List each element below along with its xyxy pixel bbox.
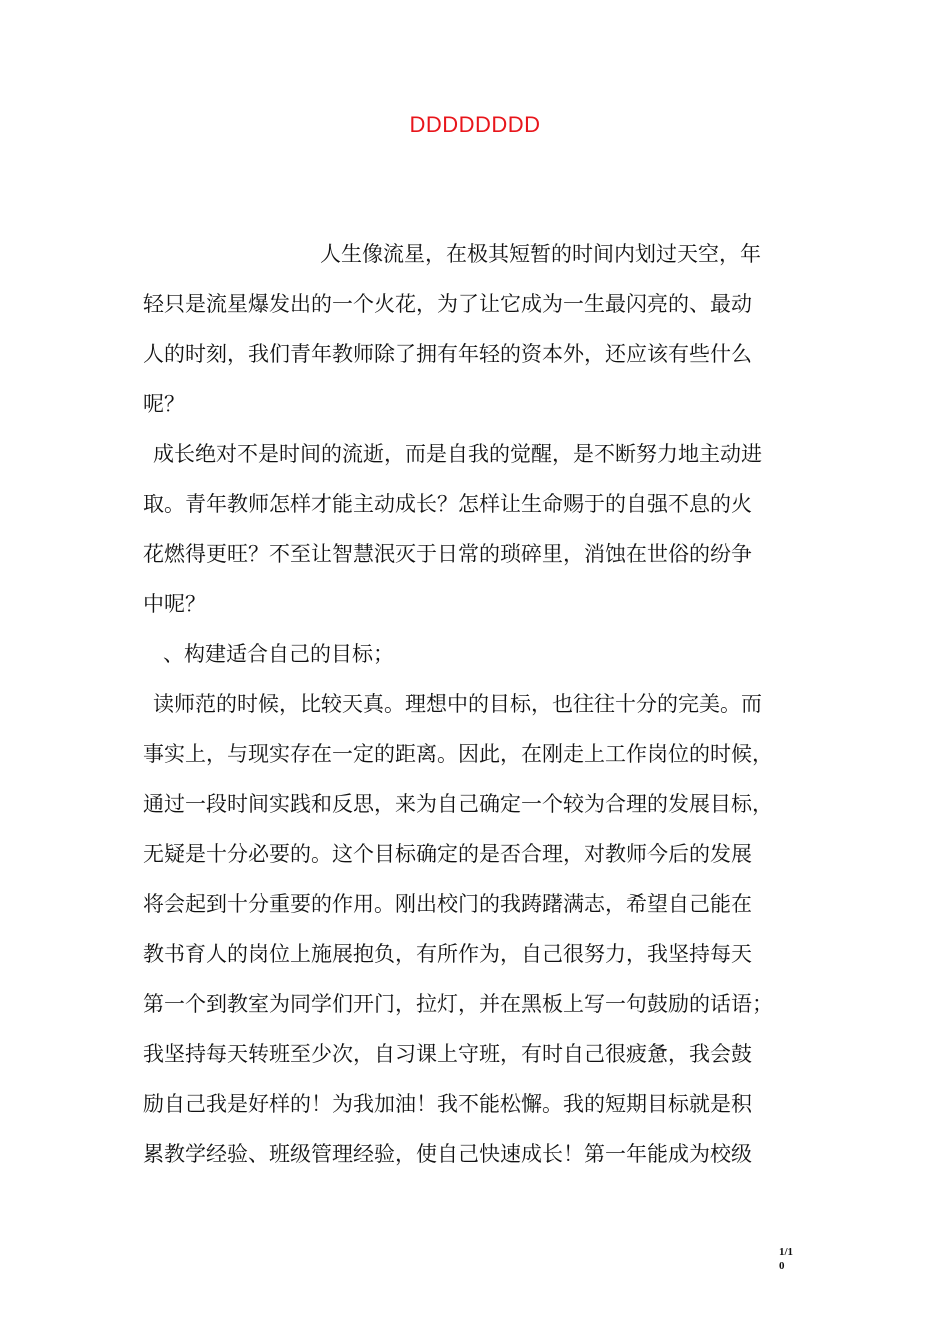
page-number <box>779 1245 809 1273</box>
paragraph-line: 事实上，与现实存在一定的距离。因此，在刚走上工作岗位的时候， <box>143 742 773 766</box>
paragraph-line: 人的时刻，我们青年教师除了拥有年轻的资本外，还应该有些什么 <box>143 342 752 366</box>
paragraph-line: 轻只是流星爆发出的一个火花，为了让它成为一生最闪亮的、最动 <box>143 292 752 316</box>
paragraph-line: 教书育人的岗位上施展抱负，有所作为，自己很努力，我坚持每天 <box>143 942 752 966</box>
paragraph-line: 读师范的时候，比较天真。理想中的目标，也往往十分的完美。而 <box>153 692 762 716</box>
paragraph-line: 第一个到教室为同学们开门，拉灯，并在黑板上写一句鼓励的话语； <box>143 992 773 1016</box>
paragraph-line: 成长绝对不是时间的流逝，而是自我的觉醒，是不断努力地主动进 <box>153 442 762 466</box>
paragraph-line: 取。青年教师怎样才能主动成长？怎样让生命赐于的自强不息的火 <box>143 492 752 516</box>
page-number-line2: 0 <box>779 1260 785 1272</box>
paragraph-line: 励自己我是好样的！为我加油！我不能松懈。我的短期目标就是积 <box>143 1092 752 1116</box>
paragraph-line: 我坚持每天转班至少次，自习课上守班，有时自己很疲惫，我会鼓 <box>143 1042 752 1066</box>
paragraph-line: 将会起到十分重要的作用。刚出校门的我踌躇满志，希望自己能在 <box>143 892 752 916</box>
page-number-line1: 1/1 <box>779 1246 794 1258</box>
paragraph-line: 花燃得更旺？不至让智慧泯灭于日常的琐碎里，消蚀在世俗的纷争 <box>143 542 752 566</box>
paragraph-line: 中呢？ <box>143 592 206 616</box>
section-heading: 、构建适合自己的目标； <box>163 642 394 666</box>
paragraph-line: 无疑是十分必要的。这个目标确定的是否合理，对教师今后的发展 <box>143 842 752 866</box>
paragraph-line: 人生像流星，在极其短暂的时间内划过天空，年 <box>320 242 761 266</box>
paragraph-line: 累教学经验、班级管理经验，使自己快速成长！第一年能成为校级 <box>143 1142 752 1166</box>
paragraph-line: 呢？ <box>143 392 185 416</box>
paragraph-line: 通过一段时间实践和反思，来为自己确定一个较为合理的发展目标， <box>143 792 773 816</box>
document-title: DDDDDDDD <box>409 112 541 137</box>
